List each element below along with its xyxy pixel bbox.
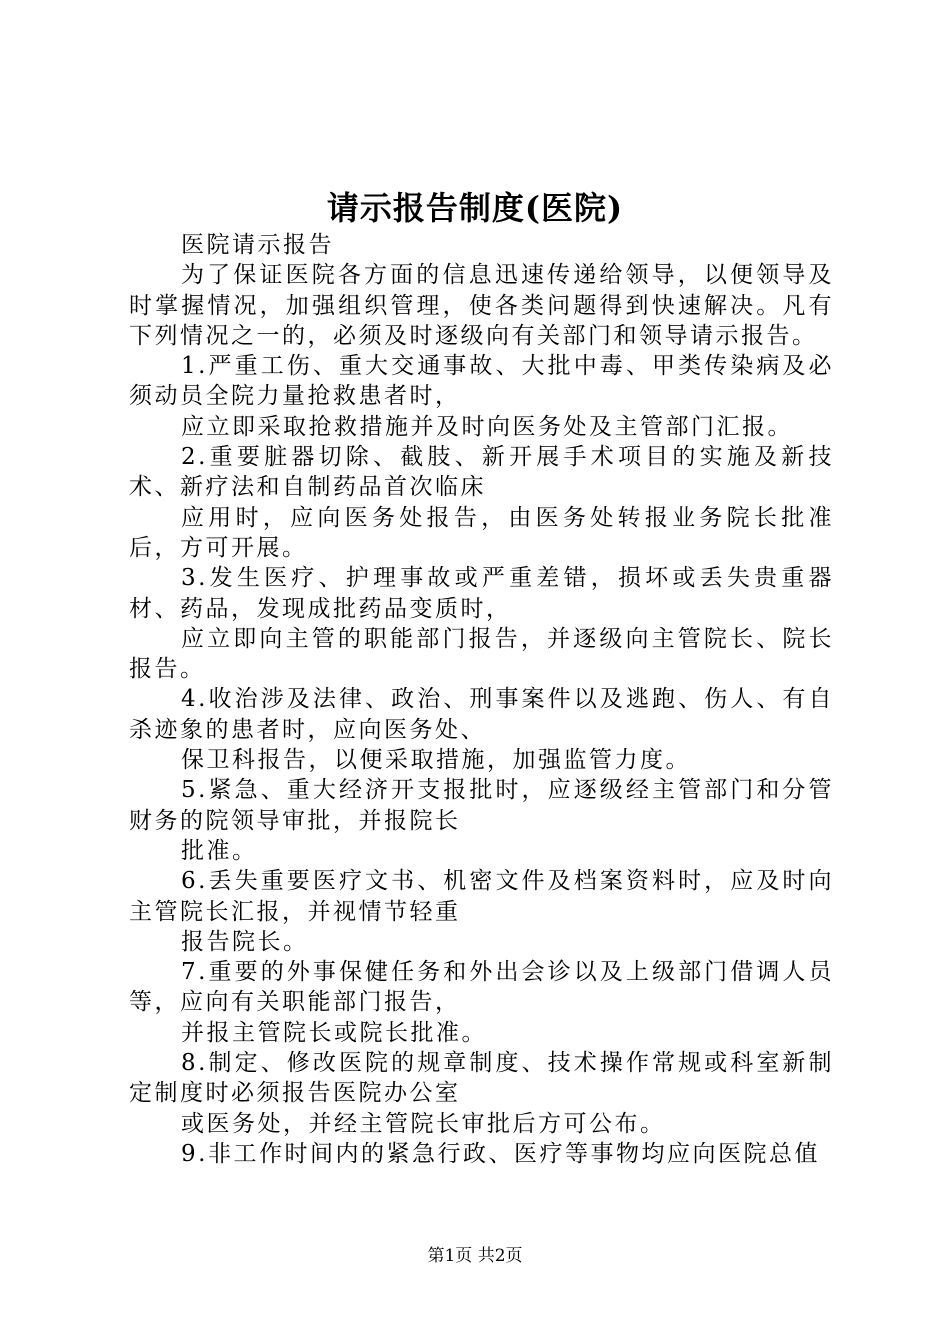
paragraph-item-5-cont: 批准。 (181, 837, 258, 864)
paragraph-item-7: 7.重要的外事保健任务和外出会诊以及上级部门借调人员等，应向有关职能部门报告， (129, 959, 834, 1016)
page-footer: 第1页 共2页 (427, 1246, 523, 1266)
paragraph-item-1: 1.严重工伤、重大交通事故、大批中毒、甲类传染病及必须动员全院力量抢救患者时， (129, 353, 834, 410)
paragraph-item-2-cont: 应用时，应向医务处报告，由医务处转报业务院长批准后，方可开展。 (129, 504, 834, 561)
paragraph-item-2: 2.重要脏器切除、截肢、新开展手术项目的实施及新技术、新疗法和自制药品首次临床 (129, 444, 834, 501)
paragraph-item-6-cont: 报告院长。 (181, 928, 309, 955)
paragraph-item-6: 6.丢失重要医疗文书、机密文件及档案资料时，应及时向主管院长汇报，并视情节轻重 (129, 868, 834, 925)
paragraph-intro: 为了保证医院各方面的信息迅速传递给领导，以便领导及时掌握情况，加强组织管理，使各类问题得到快速解决。凡有下列情况之一的，必须及时逐级向有关部门和领导请示报告。 (129, 262, 834, 349)
paragraph-item-8-cont: 或医务处，并经主管院长审批后方可公布。 (181, 1110, 666, 1137)
paragraph-item-9: 9.非工作时间内的紧急行政、医疗等事物均应向医院总值 (181, 1140, 820, 1167)
paragraph-item-4: 4.收治涉及法律、政治、刑事案件以及逃跑、伤人、有自杀迹象的患者时，应向医务处、 (129, 686, 834, 743)
paragraph-item-1-cont: 应立即采取抢救措施并及时向医务处及主管部门汇报。 (181, 413, 793, 440)
paragraph-item-8: 8.制定、修改医院的规章制度、技术操作常规或科室新制定制度时必须报告医院办公室 (129, 1050, 834, 1107)
paragraph-item-7-cont: 并报主管院长或院长批准。 (181, 1019, 487, 1046)
paragraph-item-3: 3.发生医疗、护理事故或严重差错，损坏或丢失贵重器材、药品，发现成批药品变质时， (129, 565, 834, 622)
document-title: 请示报告制度(医院) (326, 189, 624, 227)
paragraph-item-4-cont: 保卫科报告，以便采取措施，加强监管力度。 (181, 747, 691, 774)
paragraph-subtitle: 医院请示报告 (181, 232, 334, 258)
paragraph-item-3-cont: 应立即向主管的职能部门报告，并逐级向主管院长、院长报告。 (129, 625, 834, 683)
document-body (129, 230, 834, 1169)
paragraph-item-5: 5.紧急、重大经济开支报批时，应逐级经主管部门和分管财务的院领导审批，并报院长 (129, 777, 834, 834)
